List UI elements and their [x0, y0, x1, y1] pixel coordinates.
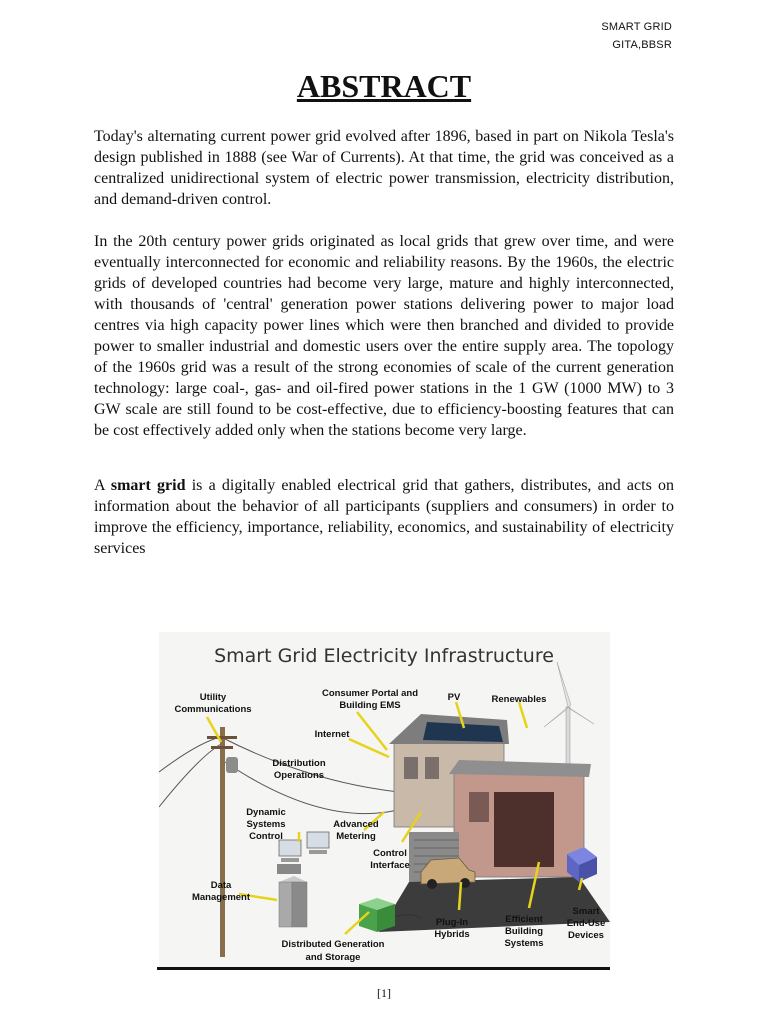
label-utility-line1: Utility [199, 692, 227, 703]
figure-underline [157, 967, 610, 970]
smart-grid-term: smart grid [110, 477, 186, 494]
label-utility-line2: Communications [174, 704, 252, 715]
label-efficient-line1: Efficient [505, 914, 543, 925]
label-smart-line1: Smart [572, 906, 600, 917]
computers-icon [277, 832, 329, 874]
label-dynamic-line1: Dynamic [246, 807, 286, 818]
label-efficient-line3: Systems [504, 938, 544, 949]
label-metering-line2: Metering [336, 831, 376, 842]
utility-pole [207, 727, 238, 957]
label-control-line2: Interface [370, 860, 410, 871]
label-distgen-line2: and Storage [305, 952, 361, 963]
label-efficient-line2: Building [505, 926, 543, 937]
label-plugin-line1: Plug-In [435, 917, 469, 928]
label-portal-line2: Building EMS [339, 700, 401, 711]
page-number: [1] [377, 986, 391, 1000]
running-header [601, 18, 672, 54]
label-renewables: Renewables [491, 694, 547, 705]
label-portal-line1: Consumer Portal and [321, 688, 419, 699]
label-distribution-line1: Distribution [272, 758, 326, 769]
figure-title: Smart Grid Electricity Infrastructure [214, 645, 554, 667]
page-title: ABSTRACT [296, 68, 472, 104]
label-pv: PV [447, 692, 461, 703]
label-distgen-line1: Distributed Generation [281, 939, 385, 950]
label-dynamic-line2: Systems [246, 819, 286, 830]
label-plugin-line2: Hybrids [434, 929, 470, 940]
label-control-line1: Control [373, 848, 407, 859]
smart-grid-figure [159, 632, 610, 967]
label-dynamic-line3: Control [249, 831, 283, 842]
label-smart-line2: End-Use [566, 918, 606, 929]
paragraph-3 [94, 475, 674, 559]
smart-grid-illustration [159, 632, 610, 967]
paragraph-2: In the 20th century power grids originated as local grids that grew over time, and were eventually interconnected for economic and reliability reasons. By the 1960s, the electric grids of developed countries had become very large, mature and highly interconnected, with thousands of 'central' generation power stations delivering power to major load centres via high capacity power lines which were then branched and divided to provide power to smaller industrial and domestic users over the entire supply area. The topology of the 1960s grid was a result of the strong economies of scale of the current generation technology: large coal-, gas- and oil-fired power stations in the 1 GW (1000 MW) to 3 GW scale are still found to be cost-effective, due to efficiency-boosting features that can be cost effectively added only when the stations become very large. [94, 233, 674, 439]
paragraph-1: Today's alternating current power grid evolved after 1896, based in part on Nikola Tesla's design published in 1888 (see War of Currents). At that time, the grid was conceived as a centralized unidirectional system of electric power transmission, electricity distribution, and demand-driven control. [94, 128, 674, 208]
label-data-line2: Management [191, 892, 251, 903]
label-internet: Internet [314, 729, 350, 740]
paragraph-3-rest: is a digitally enabled electrical grid that gathers, distributes, and acts on information about the behavior of all participants (suppliers and consumers) in order to improve the efficiency, importance, reliability, economics, and sustainability of electricity services [94, 477, 675, 557]
paragraph-3-prefix: A [94, 477, 111, 494]
header-line-1: SMART GRID [601, 21, 672, 33]
header-line-2: GITA,BBSR [612, 39, 672, 51]
label-metering-line1: Advanced [333, 819, 379, 830]
label-data-line1: Data [210, 880, 232, 891]
label-distribution-line2: Operations [273, 770, 325, 781]
label-smart-line3: Devices [568, 930, 604, 941]
server-icon [279, 876, 307, 927]
